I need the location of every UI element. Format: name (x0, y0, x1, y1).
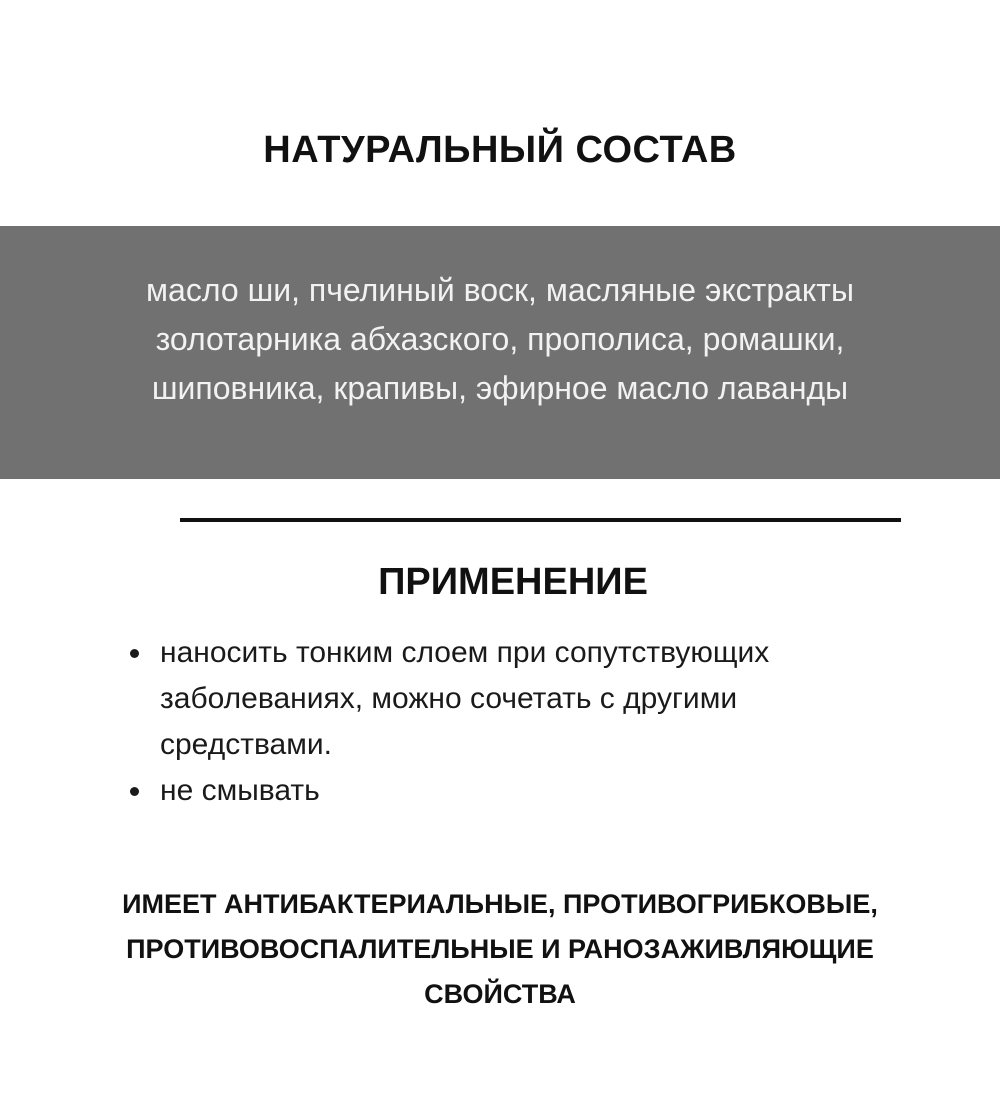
bullet-icon (130, 787, 139, 796)
composition-line: масло ши, пчелиный воск, масляные экстракты (146, 272, 854, 308)
list-item-line: наносить тонким слоем при сопутствующих (160, 636, 770, 669)
properties-line: СВОЙСТВА (424, 979, 576, 1009)
composition-title: НАТУРАЛЬНЫЙ СОСТАВ (263, 129, 737, 171)
list-item-line: средствами. (160, 728, 332, 761)
bullet-icon (130, 649, 139, 658)
composition-text (60, 266, 940, 413)
properties-line: ПРОТИВОВОСПАЛИТЕЛЬНЫЕ И РАНОЗАЖИВЛЯЮЩИЕ (126, 934, 874, 964)
section-divider (180, 518, 901, 522)
composition-line: шиповника, крапивы, эфирное масло лаванды (151, 370, 849, 406)
composition-line: золотарника абхазского, прополиса, ромашки, (155, 321, 845, 357)
list-item-line: заболеваниях, можно сочетать с другими (160, 682, 738, 715)
usage-list (130, 630, 900, 814)
list-item-line: не смывать (160, 774, 320, 807)
list-item (130, 630, 900, 768)
list-item (130, 768, 900, 814)
properties-line: ИМЕЕТ АНТИБАКТЕРИАЛЬНЫЕ, ПРОТИВОГРИБКОВЫЕ, (122, 889, 878, 919)
properties-statement (0, 882, 1000, 1017)
usage-title: ПРИМЕНЕНИЕ (378, 561, 648, 603)
